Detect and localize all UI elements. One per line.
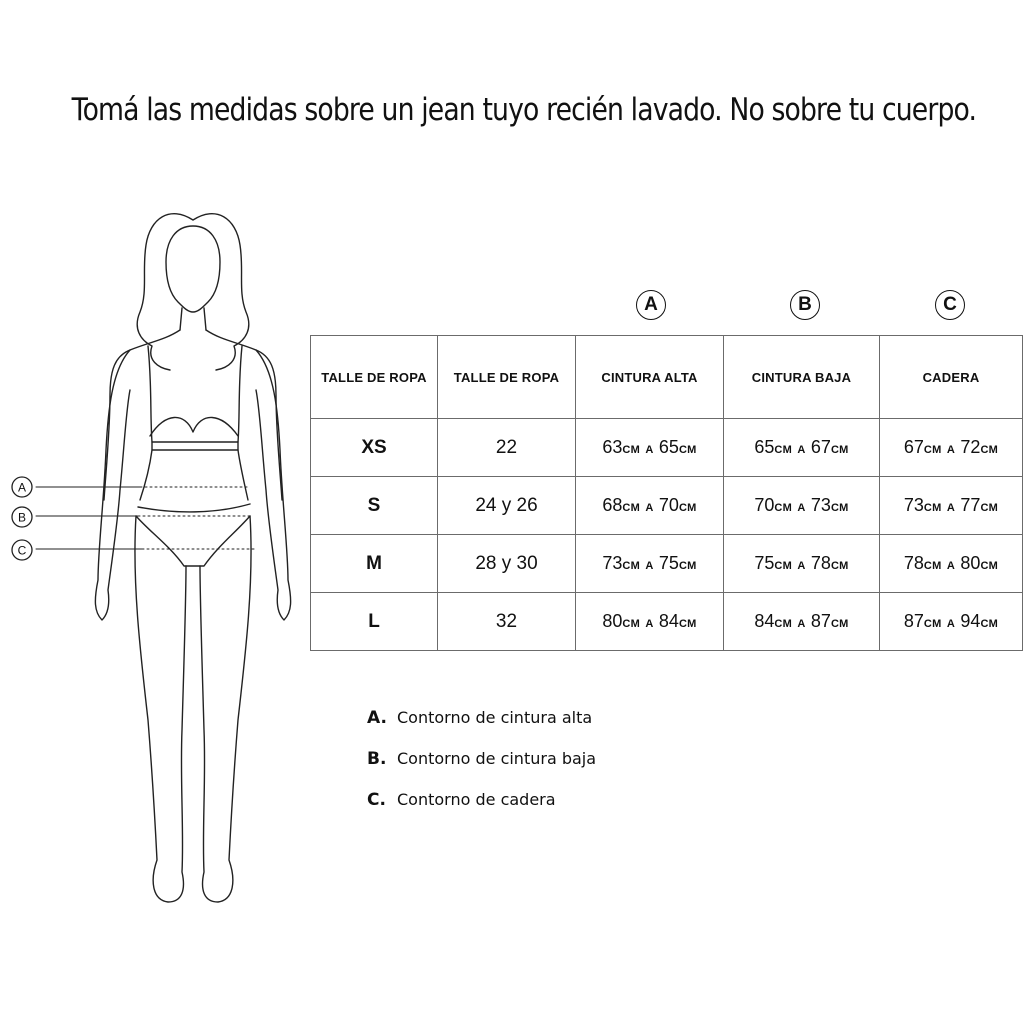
figure-marker-a: [12, 477, 32, 497]
legend-text: Contorno de cadera: [397, 790, 556, 809]
header-talle-numero: TALLE DE ROPA: [438, 336, 576, 419]
measure-value: 75: [658, 552, 679, 573]
measure-value: 80: [960, 552, 981, 573]
measure-value: 78: [903, 552, 924, 573]
measure-value: 75: [754, 552, 775, 573]
size-number-cell: 24 y 26: [438, 477, 576, 535]
measure-unit: CM: [830, 501, 849, 514]
cintura-alta-cell: [576, 593, 724, 651]
column-marker-c: C: [935, 290, 965, 320]
legend-letter: C.: [367, 790, 386, 810]
size-number-cell: 32: [438, 593, 576, 651]
cintura-baja-cell: [724, 477, 880, 535]
measure-unit: CM: [980, 617, 999, 630]
measure-unit: A: [946, 501, 956, 514]
legend-item-b: [367, 749, 596, 790]
measure-unit: CM: [622, 501, 641, 514]
measure-value: 63: [602, 436, 623, 457]
measure-unit: CM: [622, 617, 641, 630]
measure-value: 65: [754, 436, 775, 457]
size-letter-cell: L: [311, 593, 438, 651]
measure-unit: A: [797, 617, 806, 630]
measure-value: 70: [658, 494, 679, 515]
figure-marker-b: [12, 507, 32, 527]
legend-letter: A.: [367, 708, 387, 728]
measure-value: 80: [602, 610, 623, 631]
measure-unit: A: [797, 443, 806, 456]
legend-letter: B.: [367, 749, 387, 769]
measure-unit: CM: [923, 617, 942, 630]
measure-value: 70: [754, 494, 775, 515]
measure-unit: CM: [774, 501, 793, 514]
measure-unit: A: [946, 617, 956, 630]
measure-unit: A: [645, 617, 654, 630]
measure-value: 73: [602, 552, 623, 573]
measure-unit: CM: [830, 443, 849, 456]
cintura-alta-cell: [576, 477, 724, 535]
left-arm-outline: [95, 350, 130, 620]
header-talle-letra: TALLE DE ROPA: [311, 336, 438, 419]
size-letter-cell: S: [311, 477, 438, 535]
measure-value: 73: [903, 494, 924, 515]
measure-unit: CM: [678, 559, 697, 572]
cadera-cell: [880, 535, 1023, 593]
cintura-alta-cell: [576, 419, 724, 477]
table-header-row: [311, 336, 1023, 419]
measure-unit: CM: [923, 443, 942, 456]
measure-unit: A: [946, 559, 956, 572]
measure-unit: CM: [980, 501, 999, 514]
table-row: [311, 593, 1023, 651]
torso-outline: [104, 330, 282, 500]
column-marker-a: A: [636, 290, 666, 320]
cadera-cell: [880, 419, 1023, 477]
measure-unit: CM: [774, 559, 793, 572]
header-cintura-alta: CINTURA ALTA: [576, 336, 724, 419]
measure-unit: CM: [923, 501, 942, 514]
measure-unit: CM: [678, 617, 697, 630]
measure-unit: A: [645, 559, 654, 572]
legs-outline: [135, 516, 251, 902]
page-title: Tomá las medidas sobre un jean tuyo recién lavado. No sobre tu cuerpo.: [71, 92, 977, 128]
legend-text: Contorno de cintura baja: [397, 749, 597, 768]
figure-marker-a-label: A: [17, 480, 27, 495]
measure-unit: A: [797, 501, 806, 514]
measure-unit: A: [797, 559, 806, 572]
figure-marker-c: [12, 540, 32, 560]
size-number-cell: 28 y 30: [438, 535, 576, 593]
measure-unit: CM: [980, 443, 999, 456]
cintura-baja-cell: [724, 535, 880, 593]
measure-value: 67: [903, 436, 924, 457]
measure-unit: CM: [678, 501, 697, 514]
cadera-cell: [880, 593, 1023, 651]
legend-item-c: [367, 790, 596, 831]
cintura-baja-cell: [724, 593, 880, 651]
measure-unit: CM: [830, 559, 849, 572]
measure-value: 65: [658, 436, 679, 457]
measure-value: 84: [754, 610, 775, 631]
right-arm-outline: [256, 350, 291, 620]
table-row: [311, 535, 1023, 593]
measure-unit: CM: [923, 559, 942, 572]
column-markers: [0, 290, 1024, 326]
measure-value: 68: [602, 494, 623, 515]
measure-value: 67: [810, 436, 831, 457]
size-letter-cell: M: [311, 535, 438, 593]
measure-unit: A: [645, 443, 654, 456]
cadera-cell: [880, 477, 1023, 535]
measure-value: 87: [903, 610, 924, 631]
table-row: [311, 419, 1023, 477]
size-letter-cell: XS: [311, 419, 438, 477]
legend-text: Contorno de cintura alta: [397, 708, 593, 727]
column-marker-b: B: [790, 290, 820, 320]
measure-value: 77: [960, 494, 981, 515]
size-number-cell: 22: [438, 419, 576, 477]
measure-unit: CM: [774, 617, 793, 630]
size-chart-table: [310, 335, 1023, 651]
measure-unit: CM: [622, 559, 641, 572]
cintura-baja-cell: [724, 419, 880, 477]
table-row: [311, 477, 1023, 535]
measure-unit: CM: [774, 443, 793, 456]
measure-unit: CM: [678, 443, 697, 456]
measure-unit: CM: [980, 559, 999, 572]
measure-unit: A: [645, 501, 654, 514]
measure-value: 78: [810, 552, 831, 573]
legend-item-a: [367, 708, 596, 749]
measure-value: 73: [810, 494, 831, 515]
header-cintura-baja: CINTURA BAJA: [724, 336, 880, 419]
measure-unit: A: [946, 443, 956, 456]
cintura-alta-cell: [576, 535, 724, 593]
measure-value: 87: [810, 610, 831, 631]
figure-marker-b-label: B: [17, 510, 27, 525]
measurement-legend: [367, 708, 596, 831]
measure-unit: CM: [622, 443, 641, 456]
measure-value: 84: [658, 610, 679, 631]
measure-unit: CM: [830, 617, 849, 630]
header-cadera: CADERA: [880, 336, 1023, 419]
figure-marker-c-label: C: [17, 543, 27, 558]
measure-value: 72: [960, 436, 981, 457]
measure-value: 94: [960, 610, 981, 631]
